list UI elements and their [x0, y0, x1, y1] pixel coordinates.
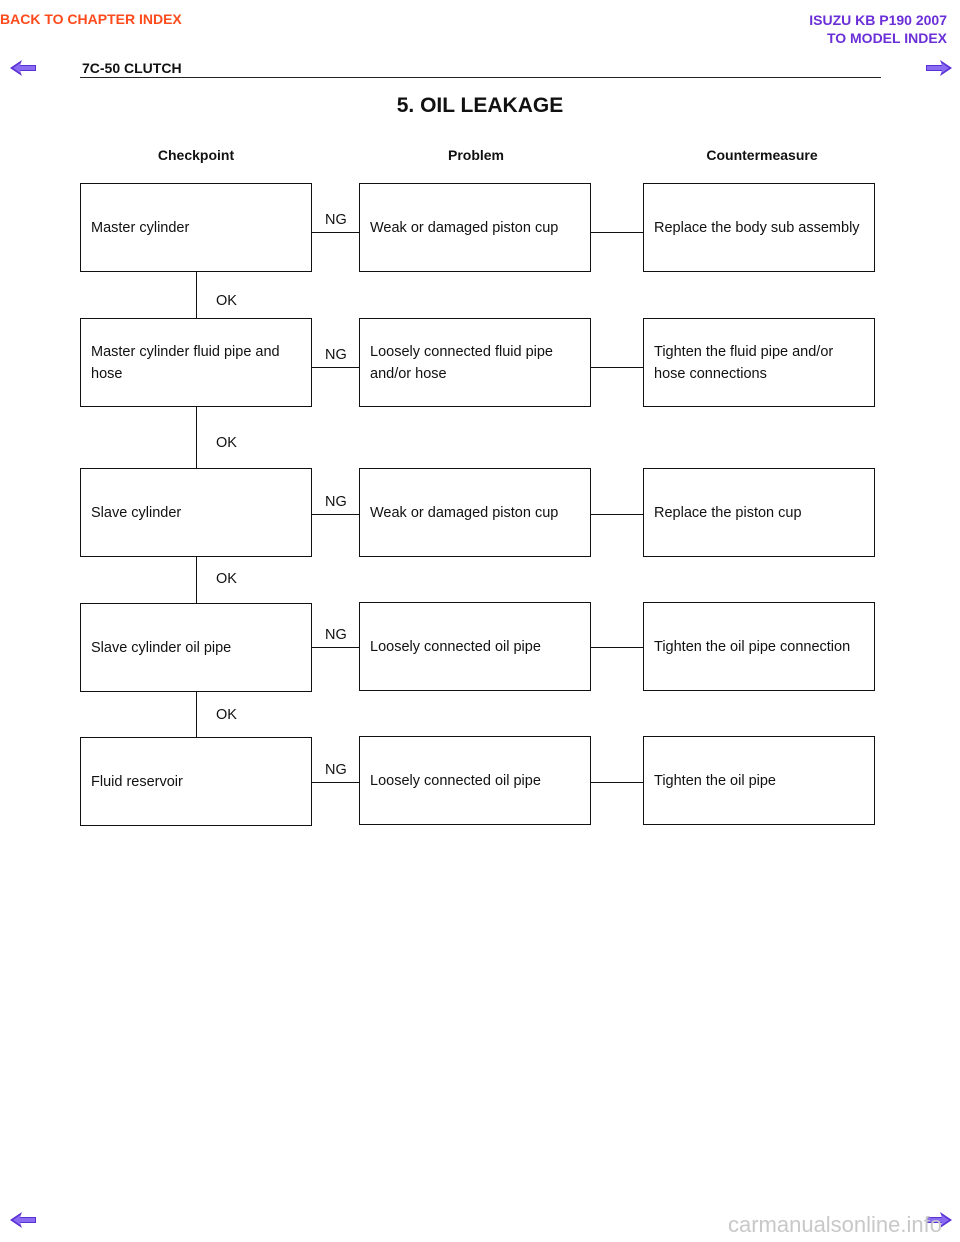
problem-box [359, 183, 591, 272]
checkpoint-box [80, 603, 312, 692]
ok-connector-line [196, 407, 197, 468]
left-arrow-icon[interactable] [10, 1212, 36, 1228]
ok-connector-line [196, 272, 197, 318]
checkpoint-box [80, 468, 312, 557]
ng-label: NG [325, 762, 347, 778]
ok-label: OK [216, 707, 237, 723]
ok-label: OK [216, 293, 237, 309]
ok-label: OK [216, 571, 237, 587]
problem-box [359, 318, 591, 407]
ng-label: NG [325, 347, 347, 363]
countermeasure-label: Tighten the fluid pipe and/or hose connections [654, 343, 834, 382]
ok-connector-line [196, 692, 197, 737]
back-to-chapter-index-link[interactable]: BACK TO CHAPTER INDEX [0, 11, 182, 27]
problem-label: Weak or damaged piston cup [370, 219, 559, 236]
ok-connector-line [196, 557, 197, 603]
page-title: 5. OIL LEAKAGE [396, 94, 564, 117]
ng-label: NG [325, 212, 347, 228]
problem-label: Loosely connected oil pipe [370, 638, 541, 655]
connector-line [312, 232, 359, 233]
countermeasure-box [643, 602, 875, 691]
column-header-problem: Problem [447, 147, 504, 163]
checkpoint-box [80, 183, 312, 272]
ok-label: OK [216, 435, 237, 451]
column-header-countermeasure: Countermeasure [706, 147, 818, 163]
model-name: ISUZU KB P190 2007 [809, 12, 947, 28]
connector-line [590, 782, 644, 783]
model-title [809, 11, 947, 47]
connector-line [590, 647, 644, 648]
problem-label: Loosely connected oil pipe [370, 772, 541, 789]
countermeasure-box [643, 183, 875, 272]
connector-line [590, 367, 644, 368]
header-divider [80, 77, 881, 78]
checkpoint-label: Slave cylinder oil pipe [91, 639, 232, 656]
connector-line [312, 367, 359, 368]
right-arrow-icon[interactable] [926, 60, 952, 76]
ng-label: NG [325, 494, 347, 510]
connector-line [590, 232, 644, 233]
problem-box [359, 468, 591, 557]
connector-line [312, 514, 359, 515]
countermeasure-label: Tighten the oil pipe connection [654, 638, 851, 655]
checkpoint-box [80, 737, 312, 826]
connector-line [312, 647, 359, 648]
problem-box [359, 602, 591, 691]
checkpoint-label: Master cylinder fluid pipe and hose [91, 343, 280, 382]
countermeasure-label: Tighten the oil pipe [654, 772, 776, 789]
to-model-index-link[interactable]: TO MODEL INDEX [826, 30, 947, 46]
checkpoint-box [80, 318, 312, 407]
countermeasure-box [643, 468, 875, 557]
connector-line [312, 782, 359, 783]
section-heading: 7C-50 CLUTCH [82, 60, 182, 76]
column-header-checkpoint: Checkpoint [157, 147, 235, 163]
countermeasure-label: Replace the piston cup [654, 504, 802, 521]
problem-label: Loosely connected fluid pipe and/or hose [370, 343, 553, 382]
checkpoint-label: Master cylinder [91, 219, 190, 236]
checkpoint-label: Fluid reservoir [91, 773, 183, 790]
countermeasure-box [643, 736, 875, 825]
connector-line [590, 514, 644, 515]
left-arrow-icon[interactable] [10, 60, 36, 76]
countermeasure-label: Replace the body sub assembly [654, 219, 860, 236]
problem-label: Weak or damaged piston cup [370, 504, 559, 521]
ng-label: NG [325, 627, 347, 643]
watermark: carmanualsonline.info [727, 1212, 942, 1237]
checkpoint-label: Slave cylinder [91, 504, 182, 521]
problem-box [359, 736, 591, 825]
countermeasure-box [643, 318, 875, 407]
